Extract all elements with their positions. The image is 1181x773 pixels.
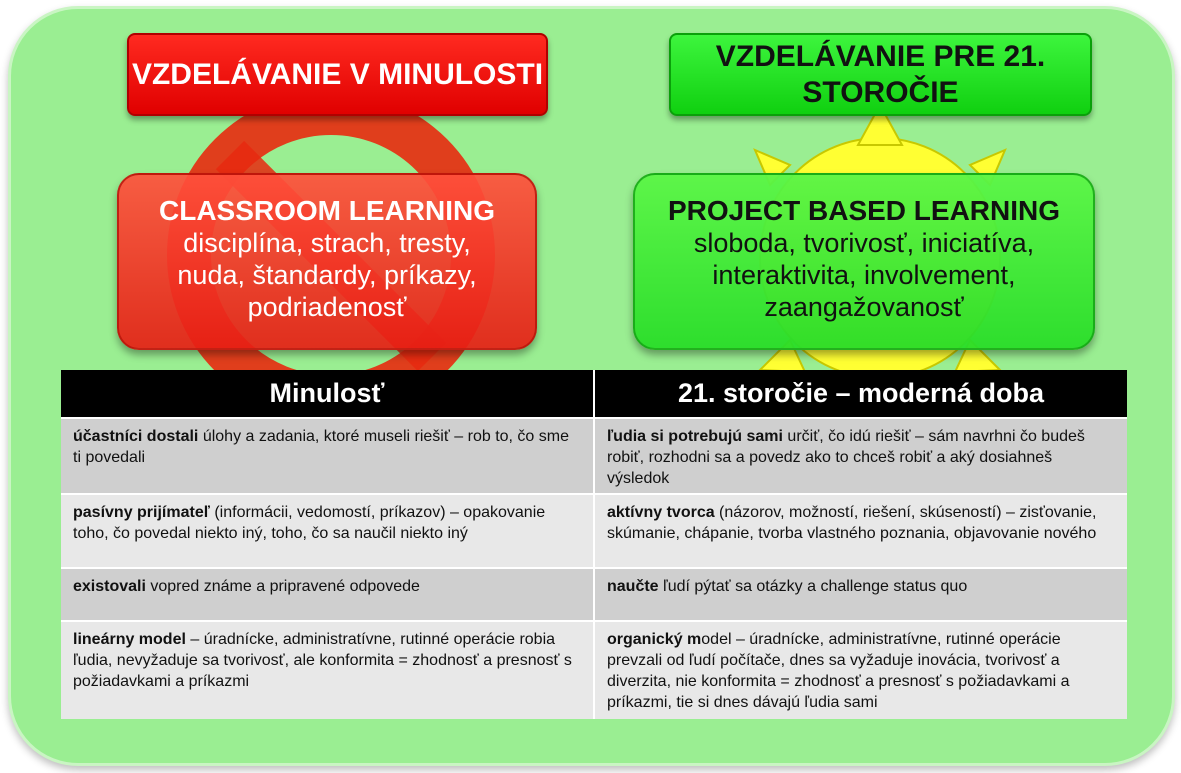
- cell-text: určiť, čo idú riešiť – sám navrhni čo budeš robiť, rozhodni sa a povedz ako to chceš robiť a aký dosiahneš výsledok: [607, 428, 1085, 487]
- table-row: [61, 418, 1127, 494]
- cell-bold: lineárny model: [73, 631, 186, 649]
- table-cell-future: [594, 621, 1127, 719]
- table-cell-past: [61, 568, 594, 621]
- title-past: [127, 33, 548, 116]
- table-row: [61, 621, 1127, 719]
- cell-bold: aktívny tvorca: [607, 504, 715, 522]
- title-future-text: VZDELÁVANIE PRE 21. STOROČIE: [715, 39, 1046, 109]
- cell-bold: pasívny prijímateľ: [73, 504, 210, 522]
- comparison-table: [61, 370, 1127, 719]
- concept-classroom-learning: [117, 173, 537, 350]
- table-row: [61, 494, 1127, 568]
- concept-past-line: disciplína, strach, tresty,: [183, 228, 471, 258]
- header-future: 21. storočie – moderná doba: [594, 370, 1127, 418]
- cell-text: (informácii, vedomostí, príkazov) – opakovanie toho, čo povedal niekto iný, toho, čo sa naučil niekto iný: [73, 504, 546, 543]
- concept-past-line: podriadenosť: [247, 292, 407, 322]
- concept-future-line: sloboda, tvorivosť, iniciatíva,: [693, 228, 1035, 258]
- cell-text: vopred známe a pripravené odpovede: [145, 578, 420, 596]
- cell-bold: ľudia si potrebujú sami: [607, 428, 783, 445]
- cell-bold: existovali: [73, 578, 146, 596]
- concept-future-heading: PROJECT BASED LEARNING: [667, 195, 1061, 226]
- cell-text: odel – úradnícke, administratívne, rutinné operácie prevzali od ľudí počítače, dnes sa vyžaduje inovácia, tvorivosť a diverzita, nie konformita = zhodnosť a presnosť s požiadavkami a príkazmi, tie si dnes dávajú ľudia sami: [607, 631, 1070, 712]
- table-cell-future: [594, 568, 1127, 621]
- table-row: [61, 568, 1127, 621]
- header-past: Minulosť: [61, 370, 594, 418]
- table-cell-future: [594, 418, 1127, 494]
- title-past-text: VZDELÁVANIE V MINULOSTI: [131, 57, 544, 91]
- cell-text: úlohy a zadania, ktoré museli riešiť – rob to, čo sme ti povedali: [73, 428, 569, 466]
- cell-text: ľudí pýtať sa otázky a challenge status quo: [658, 578, 968, 596]
- cell-bold: naučte: [607, 578, 659, 596]
- table-cell-future: [594, 494, 1127, 568]
- cell-bold: organický m: [607, 631, 702, 649]
- cell-bold: účastníci dostali: [73, 428, 199, 445]
- title-future: [669, 33, 1092, 116]
- concept-future-line: interaktivita, involvement,: [712, 260, 1016, 290]
- table-cell-past: [61, 418, 594, 494]
- table-header-row: [61, 370, 1127, 418]
- concept-past-heading: CLASSROOM LEARNING: [159, 195, 495, 226]
- table-cell-past: [61, 494, 594, 568]
- table-cell-past: [61, 621, 594, 719]
- cell-text: (názorov, možností, riešení, skúseností) – zisťovanie, skúmanie, chápanie, tvorba vlastného poznania, objavovanie nového: [607, 504, 1097, 543]
- cell-text: – úradnícke, administratívne, rutinné operácie robia ľudia, nevyžaduje sa tvorivosť, ale konformita = zhodnosť a presnosť s požiadavkami a príkazmi: [73, 631, 572, 691]
- concept-past-line: nuda, štandardy, príkazy,: [177, 260, 477, 290]
- concept-future-line: zaangažovanosť: [764, 292, 964, 322]
- concept-project-based-learning: [633, 173, 1095, 350]
